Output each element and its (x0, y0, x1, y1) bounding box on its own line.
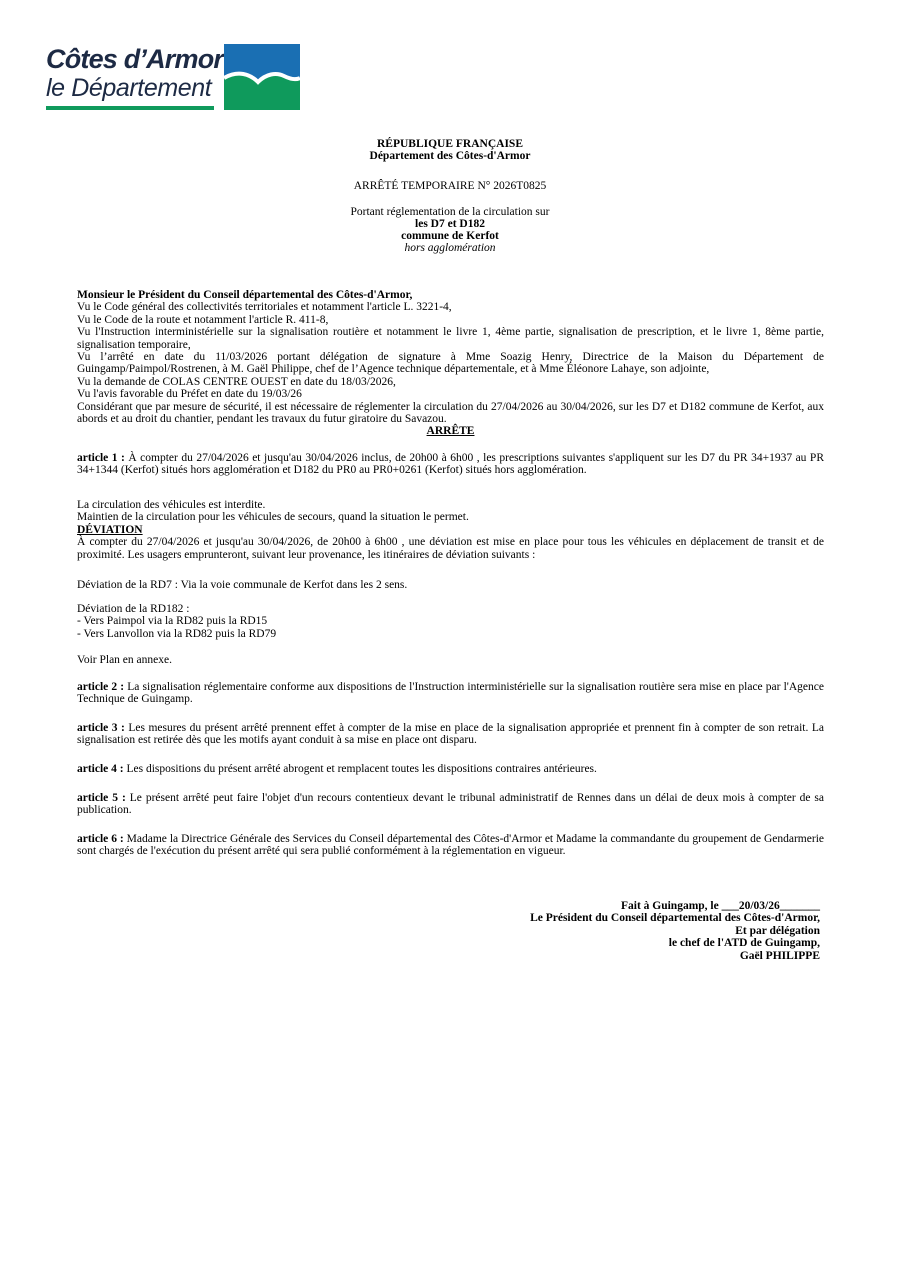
republic-title: RÉPUBLIQUE FRANÇAISE (376, 138, 523, 150)
deviation-rd182-route: - Vers Lanvollon via la RD82 puis la RD79 (77, 627, 277, 640)
article-3 (77, 722, 824, 747)
article-label: article 3 : (77, 722, 125, 734)
article-text: À compter du 27/04/2026 et jusqu'au 30/04/2026 inclus, de 20h00 à 6h00 , les prescriptions suivantes s'appliquent sur les D7 du PR 34+1937 au PR 34+1344 (Kerfot) situés hors agglomération et D182 du PR0 au PR0+0261 (Kerfot) situés hors agglomération. (77, 452, 824, 477)
article-1 (77, 452, 824, 477)
logo-mark-icon (224, 44, 300, 110)
decree-zone: hors agglomération (404, 242, 496, 254)
article-text: Le présent arrêté peut faire l'objet d'un recours contentieux devant le tribunal administratif de Rennes dans un délai de deux mois à compter de sa publication. (77, 792, 824, 817)
deviation-rd182-route: - Vers Paimpol via la RD82 puis la RD15 (77, 615, 268, 628)
decree-roads: les D7 et D182 (415, 218, 485, 230)
preamble-line: Vu l'Instruction interministérielle sur la signalisation routière et notamment le livre 1, 4ème partie, signalisation de prescription, et le livre 1, 8ème partie, signalisation temporaire, (77, 326, 824, 351)
preamble-line: Considérant que par mesure de sécurité, il est nécessaire de réglementer la circulation du 27/04/2026 au 30/04/2026, sur les D7 et D182 commune de Kerfot, aux abords et au droit du chantier, pendant les travaux du futur giratoire du Savazou. (77, 400, 824, 426)
preamble (77, 289, 824, 438)
preamble-line: Vu l’arrêté en date du 11/03/2026 portant délégation de signature à Mme Soazig Henry, Directrice de la Maison du Département de Guingamp/Paimpol/Rostrenen, à M. Gaël Philippe, chef de l’Agence technique départementale, et à Mme Éléonore Lahaye, son adjointe, (77, 351, 824, 376)
emergency-access: Maintien de la circulation pour les véhicules de secours, quand la situation le permet. (77, 511, 469, 524)
deviation-rd182-title: Déviation de la RD182 : (77, 603, 190, 615)
president-line: Monsieur le Président du Conseil départemental des Côtes-d'Armor, (77, 289, 413, 301)
article-text: Madame la Directrice Générale des Services du Conseil départemental des Côtes-d'Armor et Madame la commandante du groupement de Gendarmerie sont chargés de l'exécution du présent arrêté qui sera publié conformément à la réglementation en vigueur. (77, 833, 824, 858)
traffic-banned: La circulation des véhicules est interdite. (77, 499, 266, 511)
logo-line1: Côtes d’Armor (46, 44, 224, 74)
article-2 (77, 681, 824, 706)
article-text: La signalisation réglementaire conforme aux dispositions de l'Instruction interministérielle sur la signalisation routière sera mise en place par l'Agence Technique de Guingamp. (77, 681, 824, 706)
preamble-line: Vu le Code général des collectivités territoriales et notamment l'article L. 3221-4, (77, 301, 452, 314)
logo-underline (46, 106, 214, 110)
decree-number: ARRÊTÉ TEMPORAIRE N° 2026T0825 (353, 180, 547, 192)
article-label: article 4 : (77, 763, 124, 775)
department-name: Département des Côtes-d'Armor (369, 150, 531, 162)
article-label: article 1 : (77, 452, 125, 464)
arrete-heading: ARRÊTE (426, 425, 475, 438)
signature-block (530, 900, 820, 962)
deviation-rd7: Déviation de la RD7 : Via la voie communale de Kerfot dans les 2 sens. (77, 579, 408, 591)
article-text: Les mesures du présent arrêté prennent effet à compter de la mise en place de la signalisation appropriée et prennent fin à compter de son retrait. La signalisation est retirée dès que les motifs ayant conduit à sa mise en place ont disparu. (77, 722, 824, 747)
decree-subject: Portant réglementation de la circulation sur (350, 206, 550, 218)
deviation-text: À compter du 27/04/2026 et jusqu'au 30/04/2026, de 20h00 à 6h00 , une déviation est mise en place pour tous les véhicules en déplacement de transit et de proximité. Les usagers emprunteront, suivant leur provenance, les itinéraires de déviation suivants : (77, 536, 824, 561)
signature-role: le chef de l'ATD de Guingamp, (668, 937, 820, 950)
preamble-line: Vu la demande de COLAS CENTRE OUEST en date du 18/03/2026, (77, 375, 396, 388)
logo-line2: le Département (46, 74, 212, 102)
decree-commune: commune de Kerfot (401, 230, 499, 242)
department-logo (46, 44, 302, 112)
article-1-measures (77, 499, 824, 561)
deviation-heading: DÉVIATION (77, 523, 143, 536)
article-text: Les dispositions du présent arrêté abrogent et remplacent toutes les dispositions contraires antérieures. (123, 763, 597, 775)
article-label: article 2 : (77, 681, 125, 693)
article-label: article 5 : (77, 792, 126, 804)
preamble-line: Vu le Code de la route et notamment l'article R. 411-8, (77, 313, 329, 326)
article-4 (77, 763, 824, 775)
signature-name: Gaël PHILIPPE (739, 949, 820, 962)
article-5 (77, 792, 824, 817)
see-plan: Voir Plan en annexe. (77, 654, 172, 666)
article-6 (77, 833, 824, 858)
signature-title: Le Président du Conseil départemental des Côtes-d'Armor, (530, 912, 820, 925)
preamble-line: Vu l'avis favorable du Préfet en date du 19/03/26 (77, 388, 302, 401)
article-label: article 6 : (77, 833, 124, 845)
signature-delegation: Et par délégation (735, 924, 820, 937)
deviation-rd182 (77, 603, 824, 640)
signature-place-date: Fait à Guingamp, le ___20/03/26_______ (620, 900, 820, 912)
